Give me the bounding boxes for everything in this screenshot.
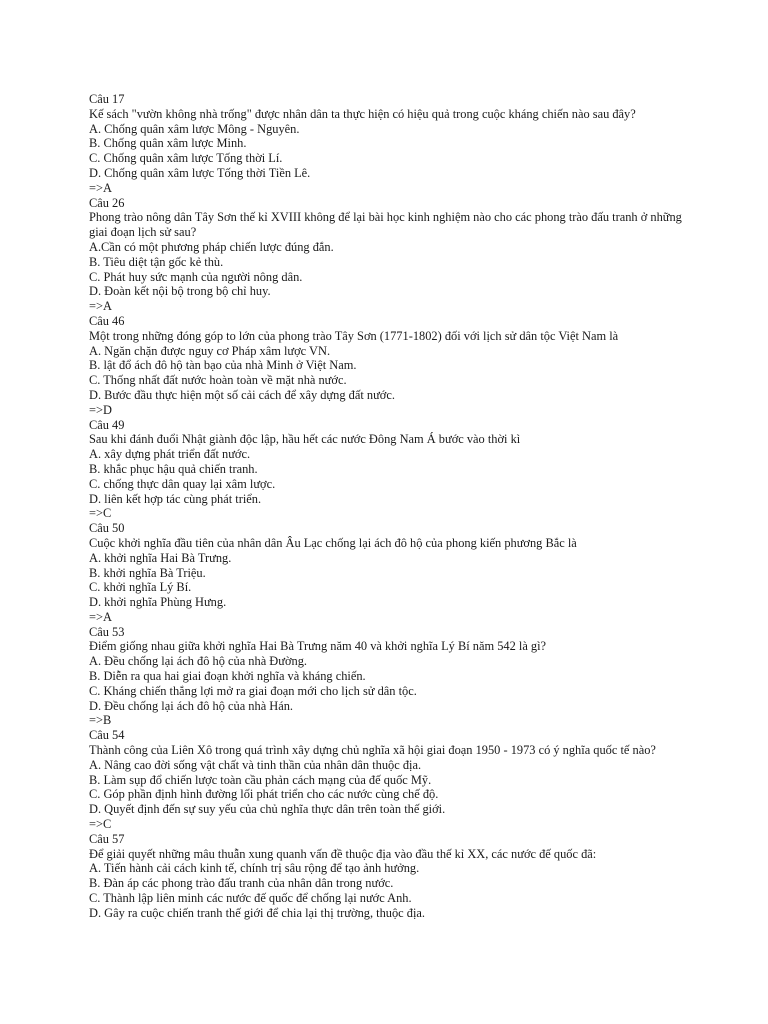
question-50 xyxy=(89,521,689,625)
option-b: B. Diễn ra qua hai giai đoạn khởi nghĩa và kháng chiến. xyxy=(89,669,366,684)
option-c: C. Thành lập liên minh các nước đế quốc để chống lại nước Anh. xyxy=(89,891,412,906)
question-number: Câu 50 xyxy=(89,521,125,536)
question-stem: Một trong những đóng góp to lớn của phong trào Tây Sơn (1771-1802) đối với lịch sử dân tộc Việt Nam là xyxy=(89,328,619,343)
question-number: Câu 49 xyxy=(89,417,125,432)
option-a: A. Tiến hành cải cách kinh tế, chính trị sâu rộng để tạo ảnh hưởng. xyxy=(89,861,420,876)
option-a: A. xây dựng phát triển đất nước. xyxy=(89,447,251,462)
option-d: D. Đoàn kết nội bộ trong bộ chỉ huy. xyxy=(89,284,271,299)
option-b: B. lật đổ ách đô hộ tàn bạo của nhà Minh ở Việt Nam. xyxy=(89,358,357,373)
question-stem: Kế sách "vườn không nhà trống" được nhân dân ta thực hiện có hiệu quả trong cuộc kháng chiến nào sau đây? xyxy=(89,106,636,121)
option-a: A. Ngăn chặn được nguy cơ Pháp xâm lược VN. xyxy=(89,343,331,358)
question-number: Câu 54 xyxy=(89,728,125,743)
option-c: C. Chống quân xâm lược Tống thời Lí. xyxy=(89,151,283,166)
option-d: D. khởi nghĩa Phùng Hưng. xyxy=(89,595,227,610)
answer: =>D xyxy=(89,402,112,417)
option-d: D. Đều chống lại ách đô hộ của nhà Hán. xyxy=(89,698,294,713)
option-d: D. Bước đầu thực hiện một số cải cách để xây dựng đất nước. xyxy=(89,387,395,402)
option-b: B. khởi nghĩa Bà Triệu. xyxy=(89,565,206,580)
question-54 xyxy=(89,728,689,832)
answer: =>A xyxy=(89,180,112,195)
question-46 xyxy=(89,314,689,418)
answer: =>C xyxy=(89,506,112,521)
option-b: B. khắc phục hậu quả chiến tranh. xyxy=(89,461,258,476)
question-53 xyxy=(89,625,689,729)
option-c: C. Thống nhất đất nước hoàn toàn về mặt nhà nước. xyxy=(89,373,347,388)
option-d: D. Chống quân xâm lược Tống thời Tiền Lê. xyxy=(89,165,311,180)
question-stem: Để giải quyết những mâu thuẫn xung quanh vấn đề thuộc địa vào đầu thế kỉ XX, các nước đế quốc đã: xyxy=(89,846,597,861)
option-c: C. Phát huy sức mạnh của người nông dân. xyxy=(89,269,303,284)
option-a: A. khởi nghĩa Hai Bà Trưng. xyxy=(89,550,232,565)
option-c: C. Kháng chiến thắng lợi mở ra giai đoạn mới cho lịch sử dân tộc. xyxy=(89,683,417,698)
option-c: C. chống thực dân quay lại xâm lược. xyxy=(89,476,276,491)
option-d: D. liên kết hợp tác cùng phát triển. xyxy=(89,491,262,506)
answer: =>C xyxy=(89,817,112,832)
option-a: A.Cần có một phương pháp chiến lược đúng đắn. xyxy=(89,239,334,254)
answer: =>B xyxy=(89,713,112,728)
question-stem: Cuộc khởi nghĩa đầu tiên của nhân dân Âu Lạc chống lại ách đô hộ của phong kiến phương Bắc là xyxy=(89,535,577,550)
option-c: C. Góp phần định hình đường lối phát triển cho các nước cùng chế độ. xyxy=(89,787,439,802)
option-b: B. Tiêu diệt tận gốc kẻ thù. xyxy=(89,254,224,269)
answer: =>A xyxy=(89,299,112,314)
option-b: B. Đàn áp các phong trào đấu tranh của nhân dân trong nước. xyxy=(89,876,394,891)
question-number: Câu 46 xyxy=(89,313,125,328)
question-stem: Sau khi đánh đuổi Nhật giành độc lập, hầu hết các nước Đông Nam Á bước vào thời kì xyxy=(89,432,521,447)
question-number: Câu 57 xyxy=(89,831,125,846)
question-number: Câu 53 xyxy=(89,624,125,639)
option-a: A. Nâng cao đời sống vật chất và tinh thần của nhân dân thuộc địa. xyxy=(89,757,422,772)
option-b: B. Làm sụp đổ chiến lược toàn cầu phản cách mạng của đế quốc Mỹ. xyxy=(89,772,432,787)
question-49 xyxy=(89,418,689,522)
question-number: Câu 26 xyxy=(89,195,125,210)
answer: =>A xyxy=(89,609,112,624)
question-stem: Phong trào nông dân Tây Sơn thế kỉ XVIII không để lại bài học kinh nghiệm nào cho các phong trào đấu tranh ở những giai đoạn lịch sử sau? xyxy=(89,210,682,240)
question-17 xyxy=(89,92,689,196)
option-a: A. Chống quân xâm lược Mông - Nguyên. xyxy=(89,121,300,136)
question-26 xyxy=(89,196,689,314)
option-b: B. Chống quân xâm lược Minh. xyxy=(89,136,247,151)
question-stem: Điểm giống nhau giữa khởi nghĩa Hai Bà Trưng năm 40 và khởi nghĩa Lý Bí năm 542 là gì? xyxy=(89,639,547,654)
document-page xyxy=(89,92,689,921)
option-d: D. Gây ra cuộc chiến tranh thế giới để chia lại thị trường, thuộc địa. xyxy=(89,905,426,920)
option-d: D. Quyết định đến sự suy yếu của chủ nghĩa thực dân trên toàn thế giới. xyxy=(89,802,446,817)
option-c: C. khởi nghĩa Lý Bí. xyxy=(89,580,192,595)
question-57 xyxy=(89,832,689,921)
question-number: Câu 17 xyxy=(89,92,125,106)
option-a: A. Đều chống lại ách đô hộ của nhà Đường. xyxy=(89,654,307,669)
question-stem: Thành công của Liên Xô trong quá trình xây dựng chủ nghĩa xã hội giai đoạn 1950 - 1973 có ý nghĩa quốc tế nào? xyxy=(89,743,656,758)
